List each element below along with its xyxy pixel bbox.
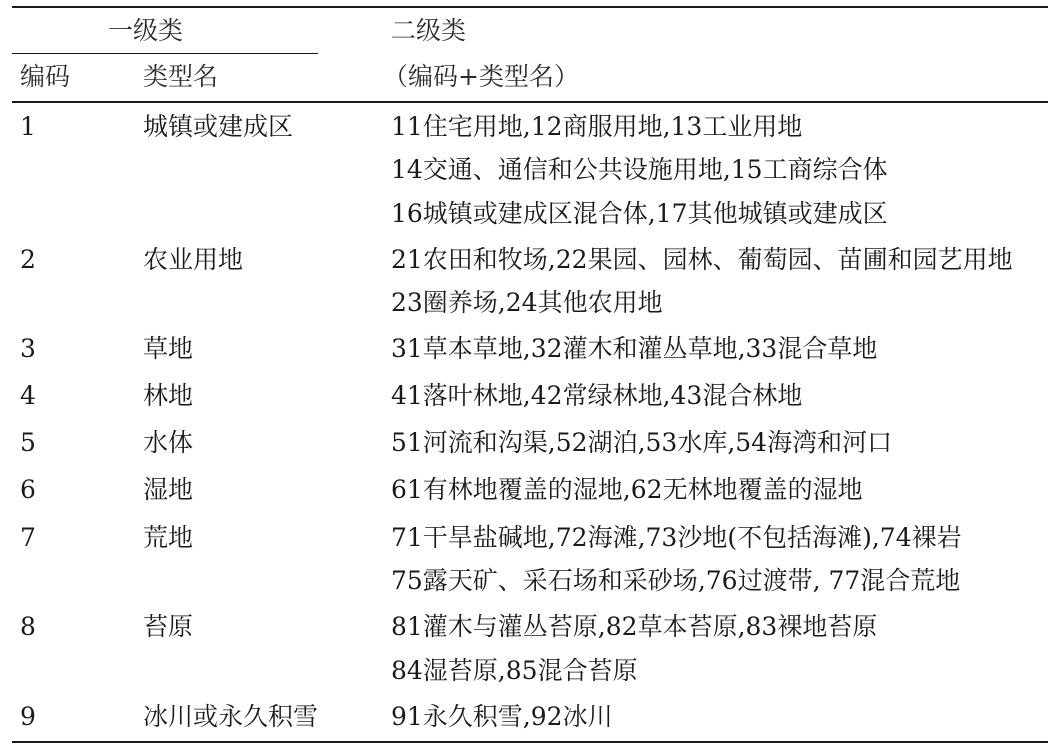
- row-subclass-line: 14交通、通信和公共设施用地,15工商综合体: [391, 155, 888, 184]
- row-type-name: 苔原: [143, 612, 194, 641]
- row-type-name: 城镇或建成区: [143, 112, 294, 141]
- row-code: 6: [20, 475, 36, 504]
- table-top-rule: [12, 6, 1048, 8]
- row-type-name: 荒地: [143, 523, 194, 552]
- row-code: 8: [20, 612, 36, 641]
- row-subclass-line: 61有林地覆盖的湿地,62无林地覆盖的湿地: [391, 475, 863, 504]
- row-type-name: 湿地: [143, 475, 194, 504]
- row-code: 4: [20, 381, 36, 410]
- table-bottom-rule: [12, 741, 1048, 743]
- row-subclass-line: 51河流和沟渠,52湖泊,53水库,54海湾和河口: [391, 428, 893, 457]
- row-subclass-line: 91永久积雪,92冰川: [391, 702, 613, 731]
- header-level2: 二级类: [391, 16, 467, 45]
- row-subclass-line: 75露天矿、采石场和采砂场,76过渡带, 77混合荒地: [391, 566, 961, 595]
- row-subclass-line: 21农田和牧场,22果园、园林、葡萄园、苗圃和园艺用地: [391, 245, 1013, 274]
- row-type-name: 林地: [143, 381, 194, 410]
- row-code: 9: [20, 702, 36, 731]
- row-subclass-line: 31草本草地,32灌木和灌丛草地,33混合草地: [391, 334, 878, 363]
- row-code: 7: [20, 523, 36, 552]
- header-code: 编码: [20, 62, 71, 91]
- row-code: 1: [20, 112, 36, 141]
- row-subclass-line: 23圈养场,24其他农用地: [391, 288, 663, 317]
- row-subclass-line: 11住宅用地,12商服用地,13工业用地: [391, 112, 803, 141]
- header-type-name: 类型名: [143, 62, 219, 91]
- row-type-name: 农业用地: [143, 245, 244, 274]
- row-subclass-line: 41落叶林地,42常绿林地,43混合林地: [391, 381, 803, 410]
- row-code: 2: [20, 245, 36, 274]
- row-subclass-line: 16城镇或建成区混合体,17其他城镇或建成区: [391, 199, 888, 228]
- row-subclass-line: 84湿苔原,85混合苔原: [391, 656, 638, 685]
- row-code: 3: [20, 334, 36, 363]
- row-subclass-line: 71干旱盐碱地,72海滩,73沙地(不包括海滩),74裸岩: [391, 523, 962, 552]
- level1-underline: [12, 53, 318, 54]
- row-type-name: 冰川或永久积雪: [143, 702, 319, 731]
- row-subclass-line: 81灌木与灌丛苔原,82草本苔原,83裸地苔原: [391, 612, 878, 641]
- header-bottom-rule: [12, 101, 1048, 103]
- header-level2-sub: （编码+类型名）: [383, 62, 579, 91]
- header-level1: 一级类: [108, 16, 184, 45]
- row-type-name: 水体: [143, 428, 194, 457]
- row-type-name: 草地: [143, 334, 194, 363]
- row-code: 5: [20, 428, 36, 457]
